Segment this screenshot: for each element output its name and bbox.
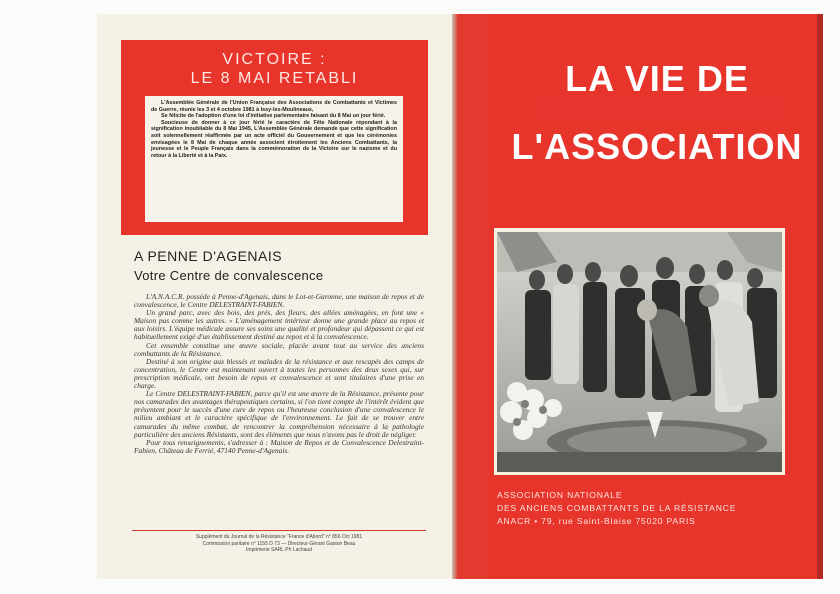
- victory-box: [121, 40, 428, 235]
- victory-title: VICTOIRE :: [222, 51, 327, 68]
- publication-footer: [132, 534, 426, 554]
- fold-strip: [455, 14, 489, 579]
- association-fullname: DES ANCIENS COMBATTANTS DE LA RÉSISTANCE: [497, 503, 737, 513]
- victory-paragraph: L'Assemblée Générale de l'Union Française des Associations de Combattants et Victimes de Guerre, réunie les 3 et 4 octobre 1981 à Issy-les-Moulineaux,: [151, 100, 397, 113]
- article-subheading: Votre Centre de convalescence: [134, 268, 324, 283]
- ceremony-photo: [497, 232, 782, 472]
- article-paragraph: Un grand parc, avec des bois, des prés, des fleurs, des allées aménagées, en font une « Maison pas comme les autres. » L'aménagement intérieur donne une grande place au repos et aux loisirs. L'équipe médicale assure ses soins une qualité et profondeur qui dépassent ce qui est habituellement exigé d'un établissement destiné au repos et à la convalescence.: [134, 308, 424, 342]
- association-address: ANACR • 79, rue Saint-Blaise 75020 PARIS: [497, 516, 696, 526]
- victory-paragraph: Se félicite de l'adoption d'une loi d'initiative parlementaire faisant du 8 Mai un jour férié.: [161, 113, 386, 120]
- article-paragraph: Cet ensemble constitue une œuvre sociale, placée avant tout au service des anciens combattants de la Résistance.: [134, 340, 424, 358]
- page-edge-shadow: [817, 14, 823, 579]
- victory-subtitle: LE 8 MAI RETABLI: [190, 70, 359, 87]
- article-paragraph: Destiné à son origine aux blessés et malades de la résistance et aux rescapés des camps de concentration, le Centre est maintenant ouvert à toutes les personnes des deux sexes qui, sur prescription médicale, ont besoin de repos et convalescence et sont titulaires d'une prise en charge.: [134, 356, 424, 391]
- victory-paragraph: Soucieuse de donner à ce jour férié le caractère de Fête Nationale répondant à la signification inoubliable du 8 Mai 1945, L'Assemblée Générale demande que cette signification soit solennellement réaffirmée par un acte officiel du Gouvernement et que les cérémonies envisagées le 8 Mai de chaque année associent étroitement les Anciens Combattants, la jeunesse et le Peuple Français dans la commémoration de la Victoire sur le nazisme et du retour à la Liberté et à la Paix.: [151, 119, 397, 159]
- association-name: ASSOCIATION NATIONALE: [497, 490, 623, 500]
- article-paragraph: Pour tous renseignements, s'adresser à : Maison de Repos et de Convalescence Delestraint-Fabien, Château de Ferrié, 47140 Penne-d'Agenais.: [134, 437, 424, 455]
- footer-line: Commission paritaire n° 1155 D 73 — Directeur-Gérant Gaston Beau: [202, 540, 356, 547]
- article-paragraph: L'A.N.A.C.R. possède à Penne-d'Agenais, dans le Lot-et-Garonne, une maison de repos et de convalescence, le Centre DELESTRAINT-FABIEN.: [134, 293, 424, 310]
- footer-line: Imprimerie SARL Ph Lachaud: [246, 547, 312, 553]
- footer-divider: [132, 530, 426, 531]
- article-paragraph: Le Centre DELESTRAINT-FABIEN, parce qu'il est une œuvre de la Résistance, présente pour nos camarades des avantages thérapeutiques certains, si l'on tient compte de l'intérêt évident que présentent pour le succès d'une cure de repos ou l'heureuse conclusion d'une convalescence le milieu ambiant et le caractère spécifique de l'environnement. Le fait de se trouver entre camarades du même combat, de rencontrer la compréhension nécessaire à la pathologie particulière des anciens Résistants, sont des éléments que nous n'avons pas le droit de négliger.: [134, 389, 424, 439]
- cover-title: LA VIE DE: [565, 58, 749, 99]
- cover-title-line2: L'ASSOCIATION: [511, 126, 803, 167]
- footer-line: Supplément du Journal de la Résistance "France d'Abord" n° 856 Oct 1981: [195, 534, 363, 540]
- fold-shadow: [452, 14, 458, 579]
- victory-statement: [145, 96, 403, 222]
- article-body: [134, 293, 424, 527]
- article-heading: A PENNE D'AGENAIS: [134, 248, 283, 264]
